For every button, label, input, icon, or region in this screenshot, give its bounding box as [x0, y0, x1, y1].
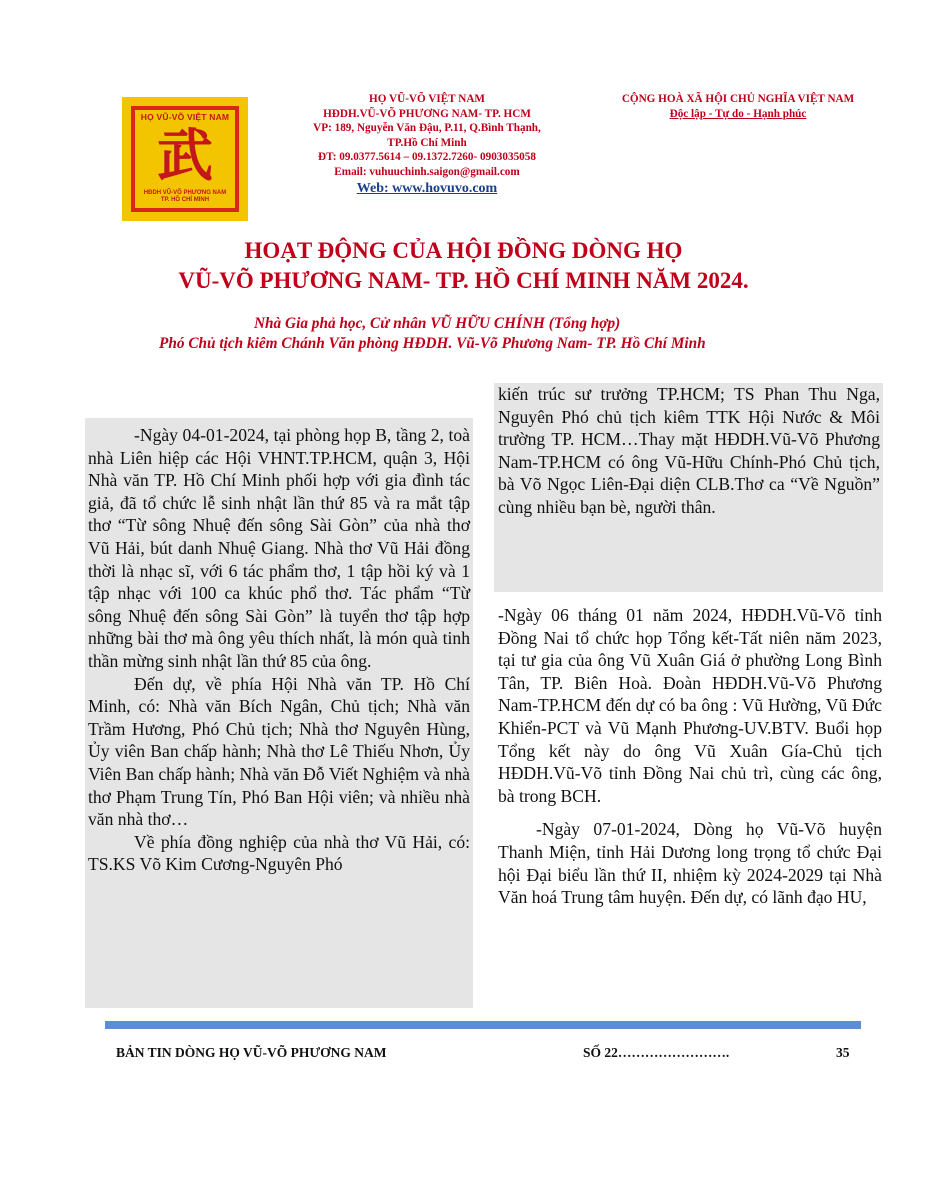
- author-name: Nhà Gia phả học, Cử nhân VŨ HỮU CHÍNH (Tổng hợp): [254, 315, 621, 332]
- article-title: [80, 236, 847, 296]
- org-email: Email: vuhuuchinh.saigon@gmail.com: [334, 165, 520, 178]
- author-position: Phó Chủ tịch kiêm Chánh Văn phòng HĐDH. Vũ-Võ Phương Nam- TP. Hồ Chí Minh: [159, 335, 706, 352]
- org-city: TP.Hồ Chí Minh: [387, 136, 467, 149]
- paragraph-attendees-colleagues: Về phía đồng nghiệp của nhà thơ Vũ Hải, có: TS.KS Võ Kim Cương-Nguyên Phó: [88, 831, 470, 875]
- organization-header: [268, 92, 586, 196]
- logo-background: [135, 110, 235, 208]
- logo-bottom-text: [135, 190, 235, 204]
- national-title: CỘNG HOÀ XÃ HỘI CHỦ NGHĨA VIỆT NAM: [621, 93, 855, 105]
- footer-issue-number: SỐ 22…………………….: [583, 1045, 730, 1060]
- paragraph-attendees-writers: Đến dự, về phía Hội Nhà văn TP. Hồ Chí Minh, có: Nhà văn Bích Ngân, Chủ tịch; Nhà văn Trầm Hương, Phó Chủ tịch; Nhà thơ Nguyên Hùng, Ủy viên Ban chấp hành; Nhà thơ Lê Thiếu Nhơn, Ủy Viên Ban chấp hành; Nhà văn Đỗ Viết Nghiệm và nhà thơ Phạm Trung Tín, Phó Ban Hội viên; và nhiều nhà văn nhà thơ…: [88, 673, 470, 830]
- left-column-box: [85, 418, 473, 1008]
- logo-character: 武: [157, 123, 213, 189]
- footer-bulletin-name: BẢN TIN DÒNG HỌ VŨ-VÕ PHƯƠNG NAM: [116, 1045, 387, 1060]
- paragraph-birthday-event: -Ngày 04-01-2024, tại phòng họp B, tầng 2, toà nhà Liên hiệp các Hội VHNT.TP.HCM, quận 3, Hội Nhà văn TP. Hồ Chí Minh phối hợp với gia đình tác giả, đã tổ chức lễ sinh nhật lần thứ 85 và ra mắt tập thơ “Từ sông Nhuệ đến sông Sài Gòn” của nhà thơ Vũ Hải, bút danh Nhuệ Giang. Nhà thơ Vũ Hải đồng thời là nhạc sĩ, với 6 tác phẩm thơ, 1 tập hồi ký và 1 tập nhạc với 100 ca khúc phổ thơ. Tác phẩm “Từ sông Nhuệ đến sông Sài Gòn” là tuyển thơ tập hợp những bài thơ mà ông yêu thích nhất, là món quà tinh thần mừng sinh nhật lần thứ 85 của ông.: [88, 425, 470, 671]
- logo-top-text: HỌ VŨ-VÕ VIỆT NAM: [140, 112, 230, 122]
- article-title-line2: VŨ-VÕ PHƯƠNG NAM- TP. HỒ CHÍ MINH NĂM 2024.: [178, 268, 749, 293]
- org-name: HỌ VŨ-VÕ VIỆT NAM: [369, 93, 485, 105]
- national-motto: Độc lập - Tự do - Hạnh phúc: [669, 107, 807, 120]
- logo-bottom-line2: TP. HỒ CHÍ MINH: [160, 197, 210, 203]
- org-branch: HĐDH.VŨ-VÕ PHƯƠNG NAM- TP. HCM: [323, 107, 531, 120]
- paragraph-dong-nai-meeting: -Ngày 06 tháng 01 năm 2024, HĐDH.Vũ-Võ tỉnh Đồng Nai tổ chức họp Tổng kết-Tất niên năm 2023, tại tư gia của ông Vũ Xuân Giá ở phường Long Bình Tân, TP. Biên Hoà. Đoàn HĐDH.Vũ-Võ Phương Nam-TP.HCM đến dự có ba ông : Vũ Hường, Vũ Đức Khiển-PCT và Vũ Mạnh Phương-UV.BTV. Buổi họp Tổng kết này do ông Vũ Xuân Gía-Chủ tịch HĐDH.Vũ-Võ tỉnh Đồng Nai chủ trì, cùng các ông, bà trong BCH.: [498, 605, 882, 806]
- author-byline: [150, 314, 850, 354]
- org-website-link[interactable]: Web: www.hovuvo.com: [356, 180, 498, 196]
- org-phone: ĐT: 09.0377.5614 – 09.1372.7260- 0903035058: [318, 151, 536, 164]
- national-header: [588, 92, 888, 121]
- paragraph-continuation: kiến trúc sư trưởng TP.HCM; TS Phan Thu Nga, Nguyên Phó chủ tịch kiêm TTK Hội Nước & Môi trường TP. HCM…Thay mặt HĐDH.Vũ-Võ Phương Nam-TP.HCM có ông Vũ-Hữu Chính-Phó Chủ tịch, bà Võ Ngọc Liên-Đại diện CLB.Thơ ca “Về Nguồn” cùng nhiều bạn bè, người thân.: [498, 384, 880, 517]
- org-address: VP: 189, Nguyễn Văn Đậu, P.11, Q.Bình Thạnh,: [313, 122, 541, 135]
- paragraph-hai-duong-congress: -Ngày 07-01-2024, Dòng họ Vũ-Võ huyện Thanh Miện, tỉnh Hải Dương long trọng tổ chức Đại hội Đại biểu lần thứ II, nhiệm kỳ 2024-2029 tại Nhà Văn hoá Trung tâm huyện. Đến dự, có lãnh đạo HU,: [498, 819, 882, 908]
- logo-emblem: [122, 97, 248, 221]
- article-title-line1: HOẠT ĐỘNG CỦA HỘI ĐỒNG DÒNG HỌ: [244, 238, 683, 263]
- footer-page-number: 35: [836, 1045, 850, 1060]
- footer-divider: [105, 1021, 861, 1029]
- right-column-text: [498, 604, 882, 909]
- logo-bottom-line1: HĐDH VŨ-VÕ PHƯƠNG NAM: [143, 190, 227, 196]
- right-column-box: [494, 383, 883, 592]
